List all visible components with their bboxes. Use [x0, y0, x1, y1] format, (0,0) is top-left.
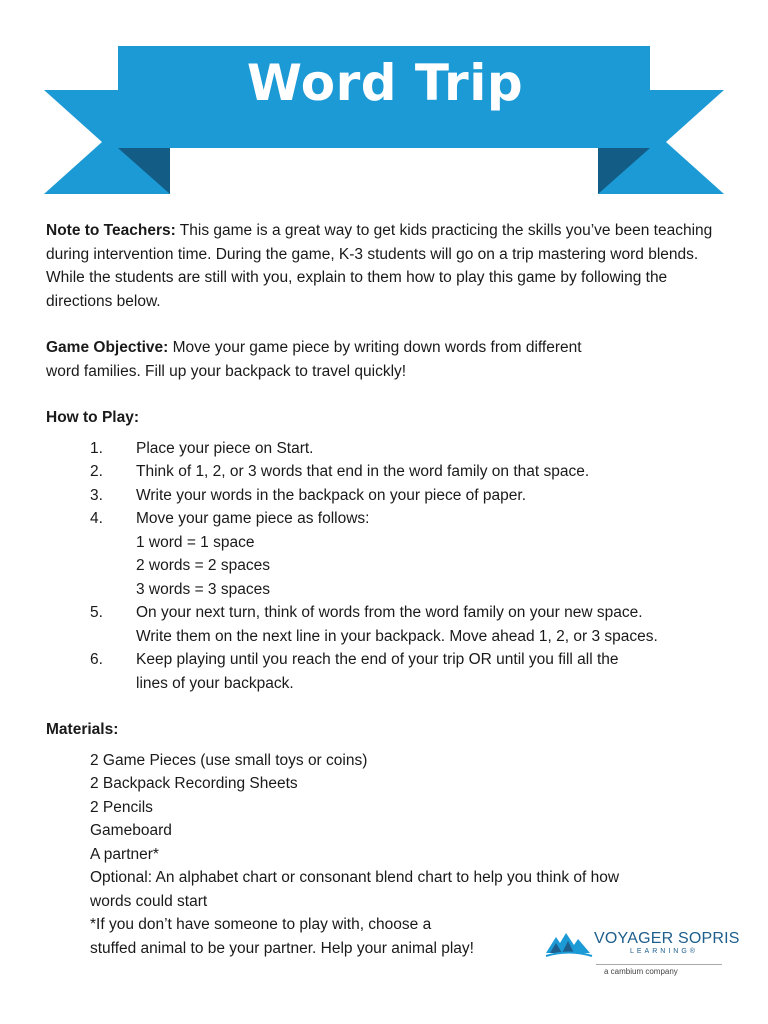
logo-company: a cambium company — [604, 967, 678, 976]
list-item — [46, 648, 726, 695]
how-to-play-steps — [46, 437, 726, 696]
step-number: 4. — [90, 510, 103, 527]
note-to-teachers — [46, 219, 726, 313]
material-item: Gameboard — [90, 822, 172, 839]
material-item: Optional: An alphabet chart or consonant blend chart to help you think of how — [90, 869, 620, 886]
material-item: 2 Pencils — [90, 798, 153, 816]
materials-heading: Materials: — [46, 721, 119, 738]
page-title: Word Trip — [246, 54, 524, 112]
logo-subtitle: LEARNING® — [630, 948, 698, 955]
material-item: *If you don’t have someone to play with, choose a — [90, 916, 432, 933]
list-item — [46, 460, 726, 484]
move-rule: 1 word = 1 space — [136, 533, 255, 551]
voyager-sopris-logo — [544, 925, 740, 980]
step-text: lines of your backpack. — [136, 674, 294, 692]
move-rule: 3 words = 3 spaces — [136, 580, 270, 598]
move-rule: 2 words = 2 spaces — [136, 557, 270, 574]
step-number: 3. — [90, 486, 103, 504]
game-objective — [46, 336, 726, 383]
material-item: stuffed animal to be your partner. Help your animal play! — [90, 939, 474, 957]
list-item — [46, 437, 726, 461]
material-item: A partner* — [90, 845, 159, 863]
objective-label: Game Objective: — [46, 339, 169, 356]
logo-divider — [596, 964, 722, 965]
note-text: This game is a great way to get kids practicing the skills you’ve been teaching during intervention time. During the game, K-3 students will go on a trip mastering word blends. While the students are still with you, explain to them how to play this game by following the directions below. — [46, 222, 713, 310]
objective-line1: Move your game piece by writing down words from different — [168, 339, 582, 356]
step-number: 2. — [90, 463, 103, 480]
step-number: 1. — [90, 439, 103, 457]
how-to-play-heading: How to Play: — [46, 409, 140, 426]
list-item — [46, 484, 726, 508]
step-text: Write them on the next line in your backpack. Move ahead 1, 2, or 3 spaces. — [136, 627, 658, 645]
material-item: 2 Game Pieces (use small toys or coins) — [90, 751, 368, 769]
logo-mountains-icon — [544, 929, 594, 959]
material-item: words could start — [90, 892, 208, 910]
logo-name: VOYAGER SOPRIS — [594, 930, 740, 947]
step-number: 5. — [90, 604, 103, 621]
instructions — [46, 219, 726, 960]
objective-line2: word families. Fill up your backpack to travel quickly! — [46, 362, 407, 380]
list-item — [46, 601, 726, 648]
step-text: Move your game piece as follows: — [136, 510, 370, 527]
step-text: Keep playing until you reach the end of your trip OR until you fill all the — [136, 651, 619, 668]
list-item — [46, 507, 726, 601]
note-label: Note to Teachers: — [46, 222, 176, 239]
material-item: 2 Backpack Recording Sheets — [90, 775, 298, 792]
step-text: Think of 1, 2, or 3 words that end in the word family on that space. — [136, 463, 590, 480]
step-text: Place your piece on Start. — [136, 439, 314, 457]
step-text: On your next turn, think of words from the word family on your new space. — [136, 604, 643, 621]
step-number: 6. — [90, 651, 103, 668]
step-text: Write your words in the backpack on your piece of paper. — [136, 486, 527, 504]
